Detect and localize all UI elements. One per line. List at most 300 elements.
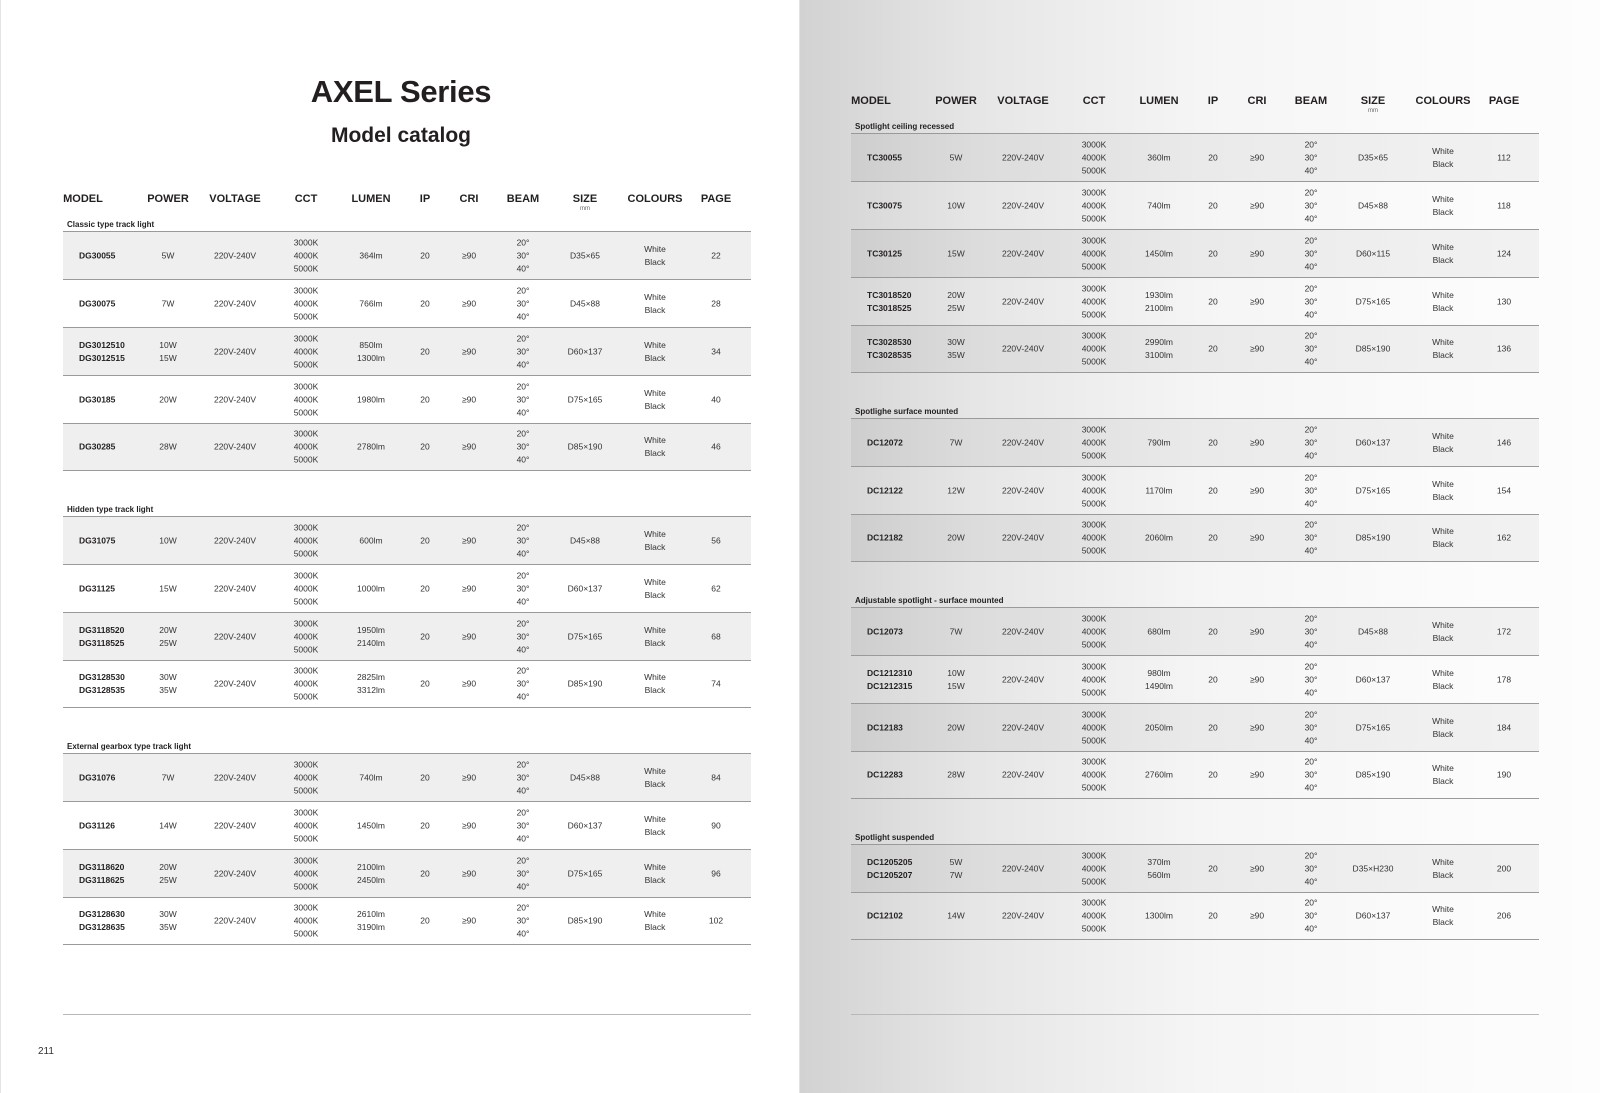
cell-lumen: 2990lm 3100lm <box>1145 337 1173 360</box>
cell-ip: 20 <box>420 583 430 593</box>
table-row <box>851 655 1539 703</box>
cell-power: 7W <box>161 772 175 782</box>
header-voltage-label: VOLTAGE <box>209 193 261 205</box>
left-end-rule <box>63 1014 751 1015</box>
cell-model: DG3012510 DG3012515 <box>79 339 125 363</box>
cell-ip: 20 <box>1208 769 1218 780</box>
size-unit: mm <box>1367 108 1378 114</box>
cell-model: DC12102 <box>867 910 903 921</box>
section-gap <box>63 471 751 498</box>
cell-colours: White Black <box>1432 241 1454 265</box>
cell-size: D75×165 <box>567 394 603 404</box>
cell-cri: ≥90 <box>461 820 477 830</box>
section-label: Spotlighe surface mounted <box>855 407 959 416</box>
cell-beam: 20° 30° 40° <box>516 570 530 606</box>
cell-lumen: 2825lm 3312lm <box>357 672 385 695</box>
cell-lumen: 2610lm 3190lm <box>357 909 385 932</box>
cell-lumen: 980lm 1490lm <box>1145 667 1173 691</box>
cell-beam: 20° 30° 40° <box>516 285 530 321</box>
cell-power: 14W <box>947 910 965 921</box>
cell-size: D45×88 <box>1357 626 1389 636</box>
table-row <box>63 375 751 423</box>
cell-page: 34 <box>711 346 721 356</box>
cell-page: 162 <box>1496 532 1512 543</box>
header-size-label: SIZE <box>1360 95 1386 107</box>
cell-lumen: 1000lm <box>357 583 385 593</box>
cell-model: TC30055 <box>867 152 902 162</box>
cell-lumen: 2780lm <box>357 441 385 452</box>
cell-cri: ≥90 <box>1249 152 1265 162</box>
cell-ip: 20 <box>420 298 430 308</box>
cell-page: 130 <box>1496 296 1512 306</box>
cell-model: DG31075 <box>79 535 116 545</box>
cell-voltage: 220V-240V <box>213 535 257 545</box>
cell-size: D60×137 <box>1355 674 1391 684</box>
cell-page: 178 <box>1496 674 1512 684</box>
cell-power: 10W 15W <box>947 667 965 691</box>
series-title: AXEL Series <box>310 74 492 109</box>
cell-model: DC12283 <box>867 769 903 780</box>
cell-cri: ≥90 <box>1249 863 1265 873</box>
cell-cct: 3000K 4000K 5000K <box>1081 709 1107 745</box>
cell-colours: White Black <box>644 813 666 837</box>
cell-power: 7W <box>161 298 175 308</box>
cell-ip: 20 <box>420 772 430 782</box>
cell-beam: 20° 30° 40° <box>1304 519 1318 556</box>
header-lumen <box>351 193 390 205</box>
cell-beam: 20° 30° 40° <box>1304 330 1318 367</box>
table-row <box>63 231 751 279</box>
section-label: External gearbox type track light <box>67 742 192 751</box>
cell-ip: 20 <box>420 346 430 356</box>
cell-page: 96 <box>711 868 721 878</box>
cell-ip: 20 <box>1208 152 1218 162</box>
cell-model: DC1212310 DC1212315 <box>867 667 913 691</box>
cell-cri: ≥90 <box>461 441 477 452</box>
cell-colours: White Black <box>1432 478 1454 502</box>
header-voltage <box>209 193 261 205</box>
header-power <box>935 95 977 107</box>
cell-voltage: 220V-240V <box>213 346 257 356</box>
table-row <box>63 849 751 897</box>
cell-voltage: 220V-240V <box>213 583 257 593</box>
cell-cct: 3000K 4000K 5000K <box>293 665 319 702</box>
table-row <box>63 753 751 801</box>
section-label: Hidden type track light <box>67 505 154 514</box>
header-model-label: MODEL <box>851 95 891 107</box>
cell-voltage: 220V-240V <box>1001 910 1045 921</box>
cell-colours: White Black <box>644 528 666 552</box>
section-gap <box>851 562 1539 589</box>
header-ip-label: IP <box>419 193 431 205</box>
cell-model: TC30125 <box>867 248 902 258</box>
cell-size: D85×190 <box>1355 343 1391 354</box>
cell-beam: 20° 30° 40° <box>1304 235 1318 271</box>
table-row <box>851 418 1539 466</box>
cell-model: DC12073 <box>867 626 903 636</box>
cell-lumen: 1980lm <box>357 394 385 404</box>
cell-power: 12W <box>947 485 965 495</box>
cell-voltage: 220V-240V <box>1001 769 1045 780</box>
cell-colours: White Black <box>1432 526 1454 549</box>
cell-ip: 20 <box>1208 437 1218 447</box>
table-row <box>63 516 751 564</box>
table-row <box>851 277 1539 325</box>
cell-cct: 3000K 4000K 5000K <box>1081 850 1107 886</box>
cell-beam: 20° 30° 40° <box>1304 897 1318 934</box>
cell-model: TC3018520 TC3018525 <box>867 289 912 313</box>
cell-beam: 20° 30° 40° <box>1304 661 1318 697</box>
cell-cri: ≥90 <box>461 535 477 545</box>
cell-cri: ≥90 <box>461 772 477 782</box>
cell-power: 30W 35W <box>159 909 177 932</box>
cell-power: 5W <box>161 250 175 260</box>
cell-page: 112 <box>1497 152 1511 162</box>
cell-size: D60×137 <box>1355 437 1391 447</box>
cell-power: 7W <box>949 626 963 636</box>
cell-cct: 3000K 4000K 5000K <box>1081 897 1107 934</box>
cell-cri: ≥90 <box>461 394 477 404</box>
cell-cri: ≥90 <box>461 298 477 308</box>
cell-page: 154 <box>1496 485 1512 495</box>
table-row <box>63 564 751 612</box>
cell-lumen: 740lm <box>1147 200 1171 210</box>
cell-page: 124 <box>1496 248 1512 258</box>
table-row <box>63 801 751 849</box>
right-catalog-table <box>851 95 1539 940</box>
cell-ip: 20 <box>1208 863 1218 873</box>
cell-page: 190 <box>1496 769 1512 780</box>
cell-cct: 3000K 4000K 5000K <box>1081 472 1107 508</box>
cell-colours: White Black <box>1432 430 1454 454</box>
cell-size: D35×65 <box>1357 152 1389 162</box>
cell-beam: 20° 30° 40° <box>516 807 530 843</box>
table-row <box>851 466 1539 514</box>
header-page <box>701 193 731 205</box>
header-beam <box>1295 95 1327 107</box>
header-model <box>63 193 103 205</box>
header-colours <box>1416 95 1471 107</box>
cell-colours: White Black <box>644 909 666 932</box>
cell-ip: 20 <box>420 535 430 545</box>
cell-lumen: 740lm <box>359 772 383 782</box>
cell-ip: 20 <box>1208 722 1218 732</box>
cell-beam: 20° 30° 40° <box>516 665 530 702</box>
cell-ip: 20 <box>1208 910 1218 921</box>
cell-power: 20W <box>947 532 965 543</box>
cell-lumen: 364lm <box>359 250 383 260</box>
cell-cri: ≥90 <box>1249 200 1265 210</box>
cell-lumen: 680lm <box>1147 626 1171 636</box>
cell-power: 5W <box>949 152 963 162</box>
cell-model: DG31126 <box>79 820 115 830</box>
header-lumen <box>1139 95 1178 107</box>
section-label: Adjustable spotlight - surface mounted <box>855 596 1004 605</box>
header-size <box>1361 95 1385 115</box>
cell-page: 118 <box>1497 200 1511 210</box>
cell-colours: White Black <box>1432 904 1454 927</box>
cell-ip: 20 <box>420 441 430 452</box>
section-gap <box>851 799 1539 826</box>
header-colours-label: COLOURS <box>627 193 683 205</box>
cell-ip: 20 <box>420 915 430 926</box>
section-gap <box>63 708 751 735</box>
cell-colours: White Black <box>644 339 666 363</box>
table-row <box>851 514 1539 562</box>
cell-page: 184 <box>1496 722 1512 732</box>
section-label: Classic type track light <box>67 220 155 229</box>
cell-voltage: 220V-240V <box>1001 200 1045 210</box>
cell-cri: ≥90 <box>1249 910 1265 921</box>
cell-page: 136 <box>1496 343 1512 354</box>
cell-page: 206 <box>1496 910 1512 921</box>
cell-model: DG30185 <box>79 394 116 404</box>
cell-colours: White Black <box>1432 619 1454 643</box>
cell-lumen: 360lm <box>1147 152 1171 162</box>
cell-beam: 20° 30° 40° <box>516 759 530 795</box>
cell-size: D75×165 <box>567 631 603 641</box>
cell-voltage: 220V-240V <box>213 298 257 308</box>
cell-power: 10W <box>947 200 965 210</box>
cell-cct: 3000K 4000K 5000K <box>1081 187 1107 223</box>
cell-beam: 20° 30° 40° <box>516 333 530 369</box>
cell-size: D45×88 <box>569 298 601 308</box>
table-row <box>851 133 1539 181</box>
header-beam-label: BEAM <box>1294 95 1328 107</box>
cell-ip: 20 <box>1208 343 1218 354</box>
cell-model: DC12182 <box>867 532 903 543</box>
header-ip-label: IP <box>1207 95 1219 107</box>
cell-cri: ≥90 <box>1249 722 1265 732</box>
cell-lumen: 850lm 1300lm <box>357 339 385 363</box>
cell-model: DC12122 <box>867 485 903 495</box>
cell-model: DG3128630 DG3128635 <box>79 909 125 932</box>
cell-page: 46 <box>711 441 721 452</box>
cell-page: 74 <box>711 678 721 689</box>
cell-beam: 20° 30° 40° <box>516 381 530 417</box>
cell-cri: ≥90 <box>1249 437 1265 447</box>
cell-size: D60×115 <box>1355 248 1391 258</box>
table-row <box>851 181 1539 229</box>
header-page-label: PAGE <box>700 193 732 205</box>
cell-beam: 20° 30° 40° <box>516 428 530 465</box>
left-catalog-table <box>63 193 751 945</box>
cell-size: D60×137 <box>567 820 603 830</box>
cell-ip: 20 <box>1208 674 1218 684</box>
header-model-label: MODEL <box>63 193 103 205</box>
cell-size: D60×137 <box>1355 910 1391 921</box>
cell-voltage: 220V-240V <box>213 678 257 689</box>
cell-model: DC12183 <box>867 722 903 732</box>
cell-ip: 20 <box>420 678 430 689</box>
cell-page: 40 <box>711 394 721 404</box>
cell-model: DG31125 <box>79 583 115 593</box>
cell-cct: 3000K 4000K 5000K <box>293 570 319 606</box>
cell-cct: 3000K 4000K 5000K <box>293 381 319 417</box>
cell-cct: 3000K 4000K 5000K <box>293 902 319 939</box>
cell-power: 10W <box>159 535 177 545</box>
cell-beam: 20° 30° 40° <box>1304 424 1318 460</box>
cell-beam: 20° 30° 40° <box>516 902 530 939</box>
cell-power: 5W 7W <box>949 856 963 880</box>
header-power <box>147 193 189 205</box>
cell-colours: White Black <box>644 243 666 267</box>
table-row <box>851 325 1539 373</box>
cell-colours: White Black <box>1432 667 1454 691</box>
table-row <box>63 279 751 327</box>
cell-size: D45×88 <box>1357 200 1389 210</box>
cell-cct: 3000K 4000K 5000K <box>1081 283 1107 319</box>
cell-cri: ≥90 <box>1249 769 1265 780</box>
cell-size: D45×88 <box>569 535 601 545</box>
cell-power: 7W <box>949 437 963 447</box>
table-row <box>851 892 1539 940</box>
cell-cri: ≥90 <box>1249 296 1265 306</box>
cell-cct: 3000K 4000K 5000K <box>1081 235 1107 271</box>
header-model <box>851 95 891 107</box>
cell-power: 30W 35W <box>159 672 177 695</box>
cell-cct: 3000K 4000K 5000K <box>293 807 319 843</box>
cell-page: 200 <box>1496 863 1512 873</box>
cell-power: 10W 15W <box>159 339 177 363</box>
cell-beam: 20° 30° 40° <box>516 237 530 273</box>
cell-cct: 3000K 4000K 5000K <box>293 759 319 795</box>
cell-voltage: 220V-240V <box>1001 626 1045 636</box>
cell-lumen: 1450lm <box>357 820 385 830</box>
header-cct <box>295 193 318 205</box>
section-label: Spotlight suspended <box>855 833 935 842</box>
cell-page: 90 <box>711 820 721 830</box>
cell-size: D75×165 <box>1355 485 1391 495</box>
cell-cri: ≥90 <box>461 868 477 878</box>
cell-beam: 20° 30° 40° <box>1304 756 1318 793</box>
cell-power: 20W 25W <box>159 624 177 648</box>
header-lumen-label: LUMEN <box>1139 95 1179 107</box>
section-heading <box>851 115 1539 133</box>
cell-size: D35×65 <box>569 250 601 260</box>
cell-cct: 3000K 4000K 5000K <box>1081 424 1107 460</box>
cell-model: TC3028530 TC3028535 <box>867 337 912 360</box>
cell-cct: 3000K 4000K 5000K <box>1081 661 1107 697</box>
header-colours-label: COLOURS <box>1415 95 1471 107</box>
cell-cct: 3000K 4000K 5000K <box>1081 519 1107 556</box>
cell-cri: ≥90 <box>461 250 477 260</box>
cell-voltage: 220V-240V <box>1001 674 1045 684</box>
cell-voltage: 220V-240V <box>213 820 257 830</box>
cell-lumen: 2100lm 2450lm <box>357 861 385 885</box>
cell-voltage: 220V-240V <box>213 250 257 260</box>
header-size <box>573 193 597 213</box>
cell-voltage: 220V-240V <box>1001 532 1045 543</box>
cell-power: 20W 25W <box>947 289 965 313</box>
cell-ip: 20 <box>420 394 430 404</box>
cell-beam: 20° 30° 40° <box>516 855 530 891</box>
cell-power: 20W <box>159 394 177 404</box>
table-row <box>63 612 751 660</box>
cell-voltage: 220V-240V <box>1001 722 1045 732</box>
header-page <box>1489 95 1519 107</box>
cell-voltage: 220V-240V <box>213 772 257 782</box>
cell-colours: White Black <box>644 624 666 648</box>
cell-colours: White Black <box>644 576 666 600</box>
cell-lumen: 2760lm <box>1145 769 1173 780</box>
cell-power: 20W 25W <box>159 861 177 885</box>
header-size-label: SIZE <box>572 193 598 205</box>
cell-cct: 3000K 4000K 5000K <box>293 855 319 891</box>
page-number: 211 <box>38 1046 54 1057</box>
cell-model: TC30075 <box>867 200 902 210</box>
cell-model: DG31076 <box>79 772 116 782</box>
cell-colours: White Black <box>644 291 666 315</box>
cell-size: D75×165 <box>1355 296 1391 306</box>
cell-cct: 3000K 4000K 5000K <box>293 237 319 273</box>
header-cri <box>1248 95 1267 107</box>
right-page <box>800 0 1600 1093</box>
cell-cct: 3000K 4000K 5000K <box>293 333 319 369</box>
cell-page: 22 <box>711 250 721 260</box>
header-cct-label: CCT <box>1082 95 1106 107</box>
table-header <box>63 193 751 213</box>
cell-lumen: 2060lm <box>1145 532 1173 543</box>
section-heading <box>63 498 751 516</box>
header-cri-label: CRI <box>1247 95 1267 107</box>
section-label: Spotlight ceiling recessed <box>855 122 955 131</box>
cell-ip: 20 <box>1208 532 1218 543</box>
cell-beam: 20° 30° 40° <box>1304 283 1318 319</box>
cell-lumen: 1300lm <box>1145 910 1173 921</box>
cell-ip: 20 <box>1208 200 1218 210</box>
table-header <box>851 95 1539 115</box>
cell-cct: 3000K 4000K 5000K <box>1081 330 1107 367</box>
cell-model: DG3118620 DG3118625 <box>79 861 125 885</box>
cell-beam: 20° 30° 40° <box>1304 139 1318 175</box>
cell-colours: White Black <box>1432 715 1454 739</box>
header-beam-label: BEAM <box>506 193 540 205</box>
cell-cri: ≥90 <box>461 583 477 593</box>
cell-voltage: 220V-240V <box>1001 296 1045 306</box>
cell-lumen: 1170lm <box>1145 485 1173 495</box>
section-heading <box>63 213 751 231</box>
cell-beam: 20° 30° 40° <box>516 522 530 558</box>
header-cri <box>460 193 479 205</box>
cell-model: DG3118520 DG3118525 <box>79 624 125 648</box>
cell-lumen: 790lm <box>1147 437 1171 447</box>
section-heading <box>851 826 1539 844</box>
cell-colours: White Black <box>644 672 666 695</box>
cell-beam: 20° 30° 40° <box>1304 850 1318 886</box>
cell-ip: 20 <box>420 631 430 641</box>
header-page-label: PAGE <box>1488 95 1520 107</box>
cell-power: 15W <box>947 248 965 258</box>
cell-page: 62 <box>711 583 721 593</box>
cell-voltage: 220V-240V <box>1001 343 1045 354</box>
cell-ip: 20 <box>1208 248 1218 258</box>
cell-cri: ≥90 <box>1249 626 1265 636</box>
header-ip <box>1208 95 1218 107</box>
header-beam <box>507 193 539 205</box>
header-power-label: POWER <box>935 95 977 107</box>
cell-voltage: 220V-240V <box>1001 152 1045 162</box>
cell-size: D75×165 <box>567 868 603 878</box>
header-colours <box>628 193 683 205</box>
cell-page: 28 <box>711 298 721 308</box>
cell-cct: 3000K 4000K 5000K <box>1081 613 1107 649</box>
table-row <box>851 703 1539 751</box>
cell-beam: 20° 30° 40° <box>516 618 530 654</box>
cell-power: 28W <box>947 769 965 780</box>
cell-lumen: 600lm <box>359 535 383 545</box>
cell-size: D75×165 <box>1355 722 1391 732</box>
